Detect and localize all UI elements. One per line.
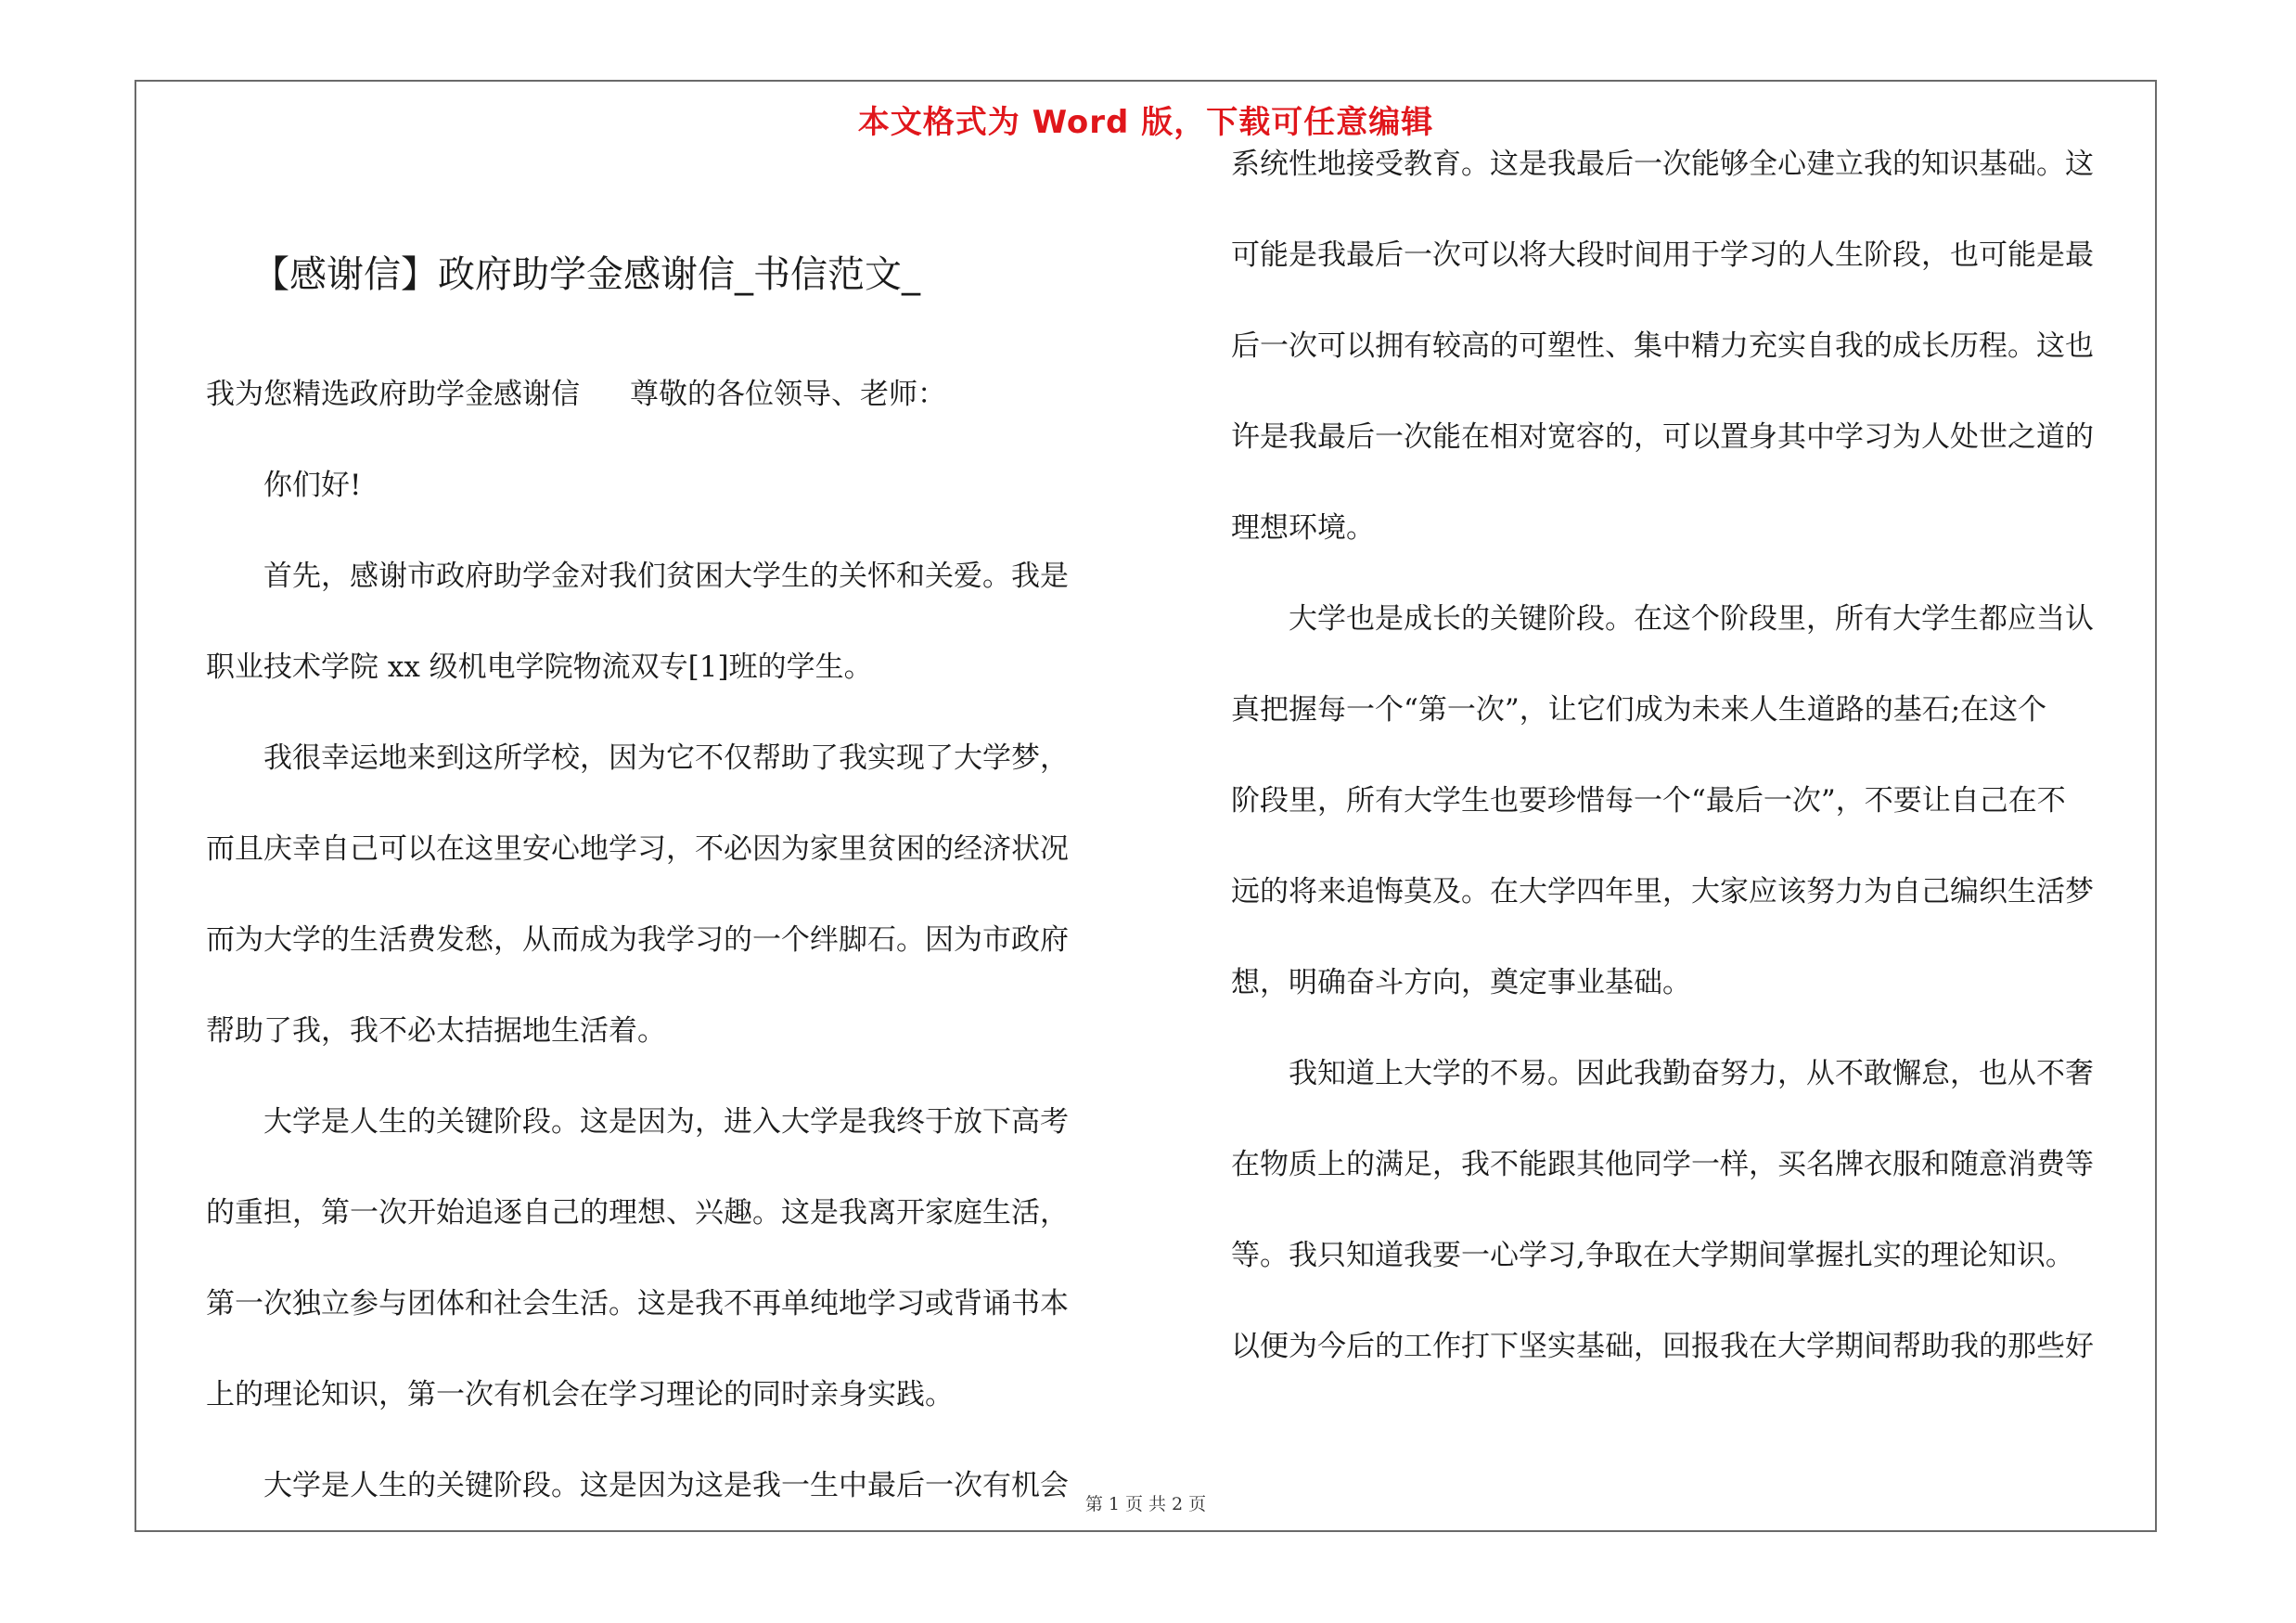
document-title: 【感谢信】政府助学金感谢信_书信范文_: [252, 253, 920, 296]
intro-line: [206, 349, 1134, 440]
text-line: 第一次独立参与团体和社会生活。这是我不再单纯地学习或背诵书本: [206, 1287, 1069, 1320]
page-number-footer: 第 1 页 共 2 页: [1084, 1494, 1207, 1514]
text-line: 系统性地接受教育。这是我最后一次能够全心建立我的知识基础。这: [1231, 148, 2094, 181]
paragraph-last-chance: [206, 1440, 1134, 1531]
greeting: 你们好!: [263, 469, 362, 502]
word-format-banner: 本文格式为 Word 版，下载可任意编辑: [857, 104, 1434, 141]
text-line: 等。我只知道我要一心学习,争取在大学期间掌握扎实的理论知识。: [1231, 1239, 2074, 1272]
text-line: 想，明确奋斗方向，奠定事业基础。: [1231, 966, 1691, 999]
text-line: 职业技术学院 xx 级机电学院物流双专[1]班的学生。: [206, 650, 873, 684]
text-line: 而为大学的生活费发愁，从而成为我学习的一个绊脚石。因为市政府: [206, 923, 1069, 957]
paragraph-university-stage: [206, 1076, 1134, 1440]
text-line: 以便为今后的工作打下坚实基础，回报我在大学期间帮助我的那些好: [1231, 1330, 2094, 1363]
page-frame: [135, 80, 2157, 1532]
text-line: 大学是人生的关键阶段。这是因为，进入大学是我终于放下高考: [263, 1105, 1069, 1139]
paragraph-lucky: [206, 713, 1134, 1076]
text-line: 阶段里，所有大学生也要珍惜每一个“最后一次”，不要让自己在不: [1231, 784, 2066, 818]
salutation: 尊敬的各位领导、老师：: [630, 378, 946, 411]
text-line: 的重担，第一次开始追逐自己的理想、兴趣。这是我离开家庭生活，: [206, 1196, 1069, 1230]
paragraph-growth-stage: [1231, 573, 2149, 1028]
text-line: 理想环境。: [1231, 511, 1375, 545]
text-line: 大学也是成长的关键阶段。在这个阶段里，所有大学生都应当认: [1289, 602, 2094, 636]
text-line: 而且庆幸自己可以在这里安心地学习，不必因为家里贫困的经济状况: [206, 832, 1069, 866]
left-column: [206, 200, 1134, 1531]
right-column: [1231, 82, 2149, 1392]
text-line: 后一次可以拥有较高的可塑性、集中精力充实自我的成长历程。这也: [1231, 329, 2094, 363]
text-line: 我知道上大学的不易。因此我勤奋努力，从不敢懈怠，也从不奢: [1289, 1057, 2094, 1090]
text-line: 大学是人生的关键阶段。这是因为这是我一生中最后一次有机会: [263, 1469, 1069, 1502]
paragraph-education-continued: [1231, 119, 2149, 573]
text-line: 真把握每一个“第一次”，让它们成为未来人生道路的基石;在这个: [1231, 693, 2047, 727]
text-line: 可能是我最后一次可以将大段时间用于学习的人生阶段，也可能是最: [1231, 238, 2094, 272]
text-line: 首先，感谢市政府助学金对我们贫困大学生的关怀和关爱。我是: [263, 560, 1069, 593]
text-line: 远的将来追悔莫及。在大学四年里，大家应该努力为自己编织生活梦: [1231, 875, 2094, 908]
text-line: 上的理论知识，第一次有机会在学习理论的同时亲身实践。: [206, 1378, 954, 1411]
paragraph-hard-work: [1231, 1028, 2149, 1392]
paragraph-thanks: [206, 531, 1134, 713]
intro-selection-note: 我为您精选政府助学金感谢信: [206, 378, 580, 411]
text-line: 在物质上的满足，我不能跟其他同学一样，买名牌衣服和随意消费等: [1231, 1148, 2094, 1181]
text-line: 许是我最后一次能在相对宽容的，可以置身其中学习为人处世之道的: [1231, 420, 2094, 454]
text-line: 我很幸运地来到这所学校，因为它不仅帮助了我实现了大学梦，: [263, 741, 1069, 775]
text-line: 帮助了我，我不必太拮据地生活着。: [206, 1014, 666, 1048]
